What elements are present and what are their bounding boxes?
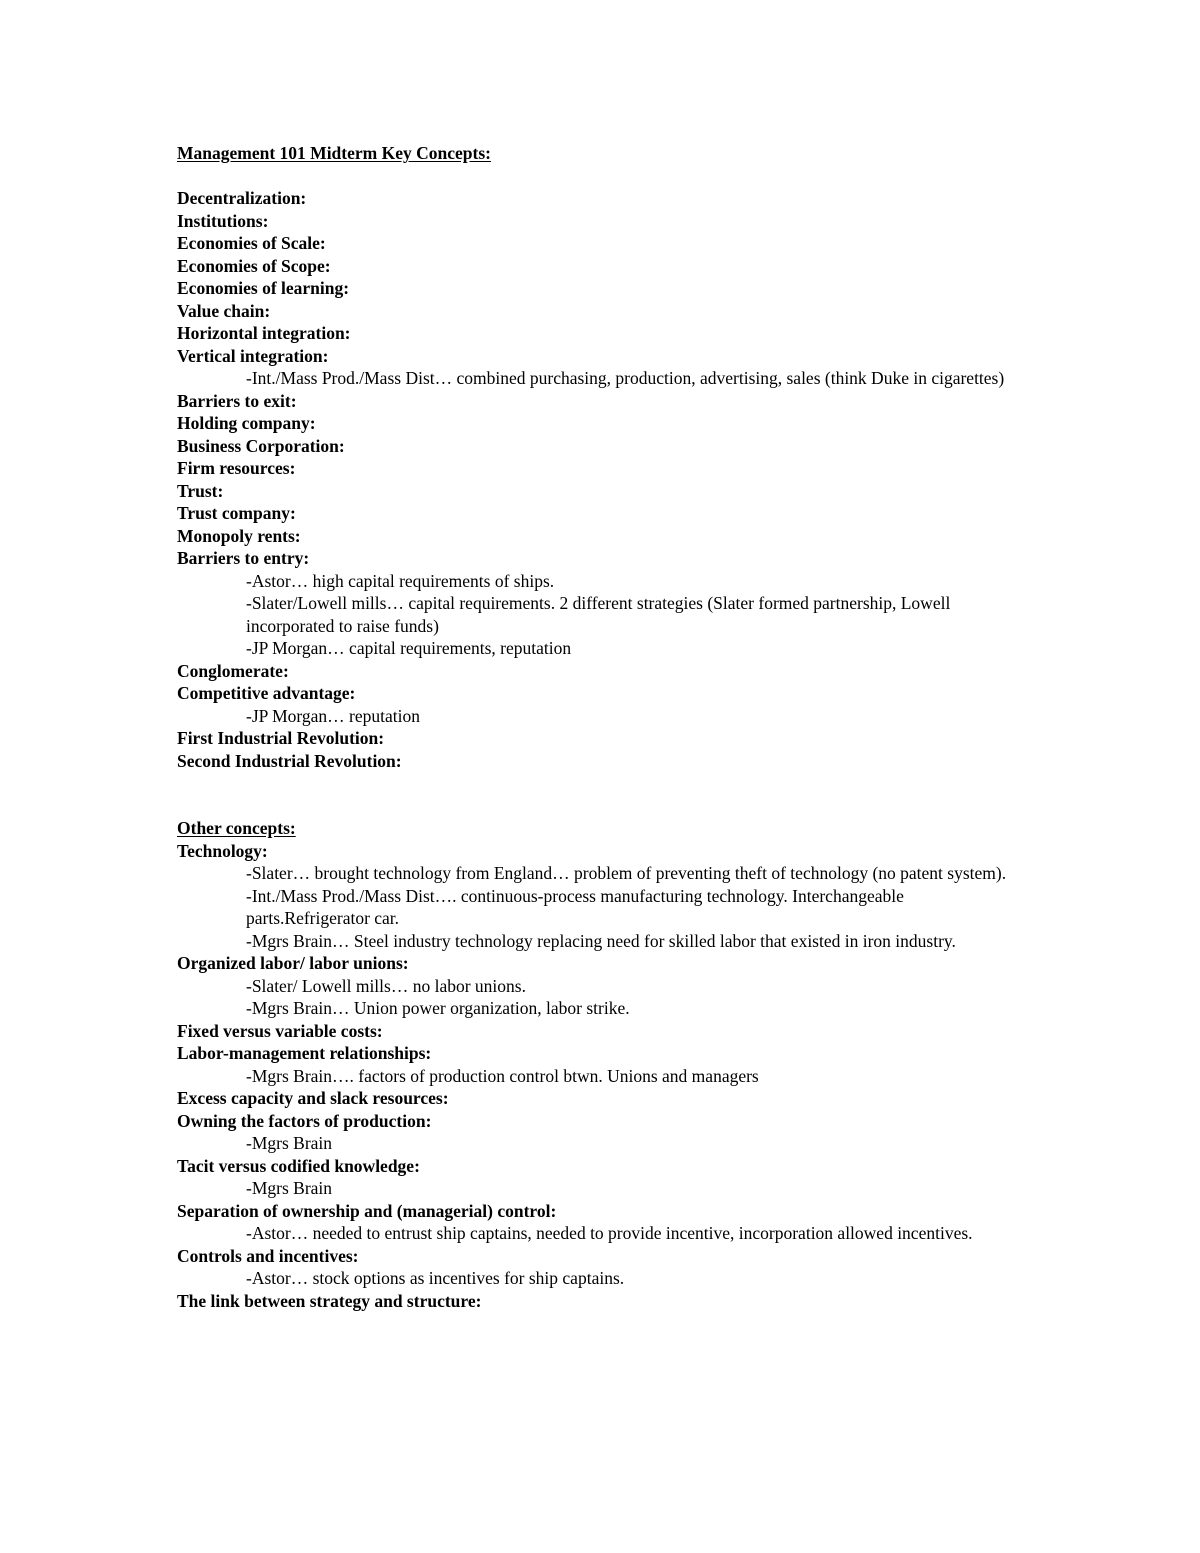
note-labor-slater-lowell: -Slater/ Lowell mills… no labor unions. [246, 975, 526, 996]
term-business-corporation: Business Corporation: [177, 435, 345, 456]
note-entry-jp-morgan: -JP Morgan… capital requirements, reputation [246, 638, 572, 658]
term-labor-management-relationships: Labor-management relationships: [177, 1043, 432, 1063]
term-owning-factors-of-production: Owning the factors of production: [177, 1110, 432, 1131]
term-trust-company: Trust company: [177, 503, 296, 523]
term-controls-and-incentives: Controls and incentives: [177, 1245, 359, 1266]
term-strategy-and-structure: The link between strategy and structure: [177, 1290, 482, 1311]
term-technology: Technology: [177, 840, 268, 861]
term-institutions: Institutions: [177, 210, 269, 231]
section-heading-other-concepts: Other concepts: [177, 818, 296, 838]
note-tech-slater: -Slater… brought technology from England… problem of preventing theft of technology (no patent system). [246, 863, 1007, 883]
term-fixed-versus-variable-costs: Fixed versus variable costs: [177, 1020, 383, 1041]
note-entry-astor: -Astor… high capital requirements of ships. [246, 570, 555, 591]
term-vertical-integration: Vertical integration: [177, 345, 329, 366]
term-monopoly-rents: Monopoly rents: [177, 525, 301, 546]
note-labmgmt-mgrs-brain: -Mgrs Brain…. factors of production control btwn. Unions and managers [246, 1065, 759, 1086]
term-organized-labor: Organized labor/ labor unions: [177, 953, 409, 973]
term-economies-of-learning: Economies of learning: [177, 278, 350, 298]
term-barriers-to-exit: Barriers to exit: [177, 390, 297, 411]
note-vertical-integration: -Int./Mass Prod./Mass Dist… combined purchasing, production, advertising, sales (think Duke in cigarettes) [246, 368, 1005, 388]
note-tech-mass-prod: -Int./Mass Prod./Mass Dist…. continuous-process manufacturing technology. Interchangeable parts.Refrigerator car. [246, 885, 904, 928]
term-decentralization: Decentralization: [177, 188, 307, 208]
note-advantage-jp-morgan: -JP Morgan… reputation [246, 705, 421, 726]
note-tech-mgrs-brain: -Mgrs Brain… Steel industry technology replacing need for skilled labor that existed in iron industry. [246, 930, 956, 951]
term-second-industrial-revolution: Second Industrial Revolution: [177, 750, 402, 771]
term-value-chain: Value chain: [177, 300, 271, 321]
term-barriers-to-entry: Barriers to entry: [177, 548, 310, 568]
term-firm-resources: Firm resources: [177, 458, 296, 478]
term-holding-company: Holding company: [177, 413, 316, 433]
note-labor-mgrs-brain: -Mgrs Brain… Union power organization, labor strike. [246, 998, 630, 1018]
term-economies-of-scope: Economies of Scope: [177, 255, 331, 276]
document-body [177, 142, 1037, 1312]
note-separation-astor: -Astor… needed to entrust ship captains, needed to provide incentive, incorporation allowed incentives. [246, 1223, 973, 1243]
section-heading-key-concepts: Management 101 Midterm Key Concepts: [177, 143, 491, 163]
term-first-industrial-revolution: First Industrial Revolution: [177, 728, 385, 748]
blank-line [177, 165, 1037, 188]
term-tacit-versus-codified-knowledge: Tacit versus codified knowledge: [177, 1155, 420, 1176]
term-trust: Trust: [177, 480, 224, 501]
term-separation-of-ownership: Separation of ownership and (managerial) control: [177, 1200, 557, 1221]
note-tacit-mgrs-brain: -Mgrs Brain [246, 1178, 333, 1198]
note-controls-astor: -Astor… stock options as incentives for ship captains. [246, 1268, 625, 1288]
term-competitive-advantage: Competitive advantage: [177, 683, 356, 703]
term-economies-of-scale: Economies of Scale: [177, 233, 326, 253]
note-entry-slater-lowell: -Slater/Lowell mills… capital requirements. 2 different strategies (Slater formed partnership, Lowell incorporated to raise funds) [246, 593, 951, 636]
term-conglomerate: Conglomerate: [177, 660, 289, 681]
note-owning-mgrs-brain: -Mgrs Brain [246, 1133, 333, 1153]
section-gap [177, 772, 1037, 817]
term-horizontal-integration: Horizontal integration: [177, 323, 351, 343]
term-excess-capacity: Excess capacity and slack resources: [177, 1088, 449, 1108]
